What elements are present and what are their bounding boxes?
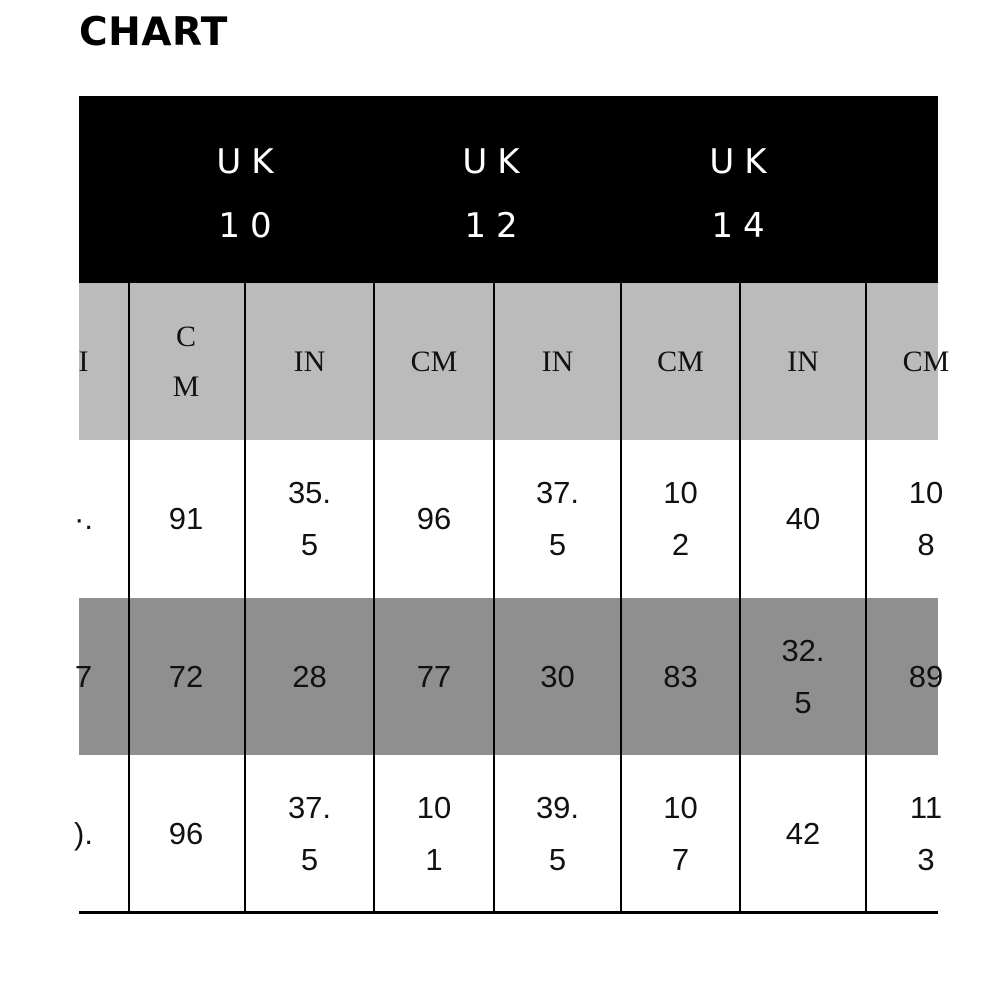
table-cell — [39, 755, 128, 912]
table-cell — [128, 755, 244, 912]
table-bottom-border — [79, 911, 938, 914]
size-header-row — [79, 96, 938, 283]
cell-text: 77 — [416, 658, 452, 694]
column-divider — [739, 283, 741, 912]
unit-cell — [128, 283, 244, 440]
table-cell — [374, 440, 494, 598]
table-cell — [128, 598, 244, 755]
cell-text: IN — [541, 344, 574, 378]
cell-text: ). — [74, 815, 93, 851]
table-cell — [494, 755, 621, 912]
table-cell — [866, 598, 986, 755]
cell-text: 96 — [168, 815, 204, 851]
table-cell — [866, 440, 986, 598]
column-divider — [865, 283, 867, 912]
table-cell — [494, 440, 621, 598]
unit-cell — [866, 283, 986, 440]
table-cell — [621, 755, 740, 912]
column-divider — [493, 283, 495, 912]
cell-text: 96 — [416, 501, 452, 536]
size-header-number: 14 — [711, 206, 775, 246]
table-cell — [128, 440, 244, 598]
table-cell — [39, 598, 128, 755]
cell-text: 37. 5 — [535, 475, 580, 562]
cell-text: 7 — [74, 658, 93, 694]
column-divider — [128, 283, 130, 912]
cell-text: I — [78, 344, 89, 378]
cell-text: CM — [410, 344, 458, 378]
table-cell — [621, 440, 740, 598]
table-cell — [740, 440, 866, 598]
size-header-uk10 — [185, 130, 315, 258]
cell-text: 11 3 — [909, 789, 943, 877]
cell-text: 83 — [663, 658, 698, 694]
size-header-uk14 — [678, 130, 808, 258]
cell-text: 37. 5 — [287, 789, 332, 877]
size-header-uk12 — [431, 130, 561, 258]
table-cell — [245, 440, 374, 598]
unit-cell — [39, 283, 128, 440]
table-row — [74, 440, 944, 598]
size-chart-table — [74, 96, 950, 914]
cell-text: 10 1 — [416, 789, 452, 877]
cell-text: 42 — [785, 815, 821, 851]
size-header-number: 10 — [218, 206, 282, 246]
size-header-region: UK — [462, 142, 530, 182]
cell-text: IN — [787, 344, 819, 378]
column-divider — [620, 283, 622, 912]
column-divider — [373, 283, 375, 912]
cell-text: 72 — [168, 658, 204, 694]
cell-text: CM — [657, 344, 704, 378]
cell-text: 91 — [168, 501, 204, 536]
table-cell — [374, 755, 494, 912]
table-cell — [740, 598, 866, 755]
cell-text: CM — [902, 344, 950, 378]
unit-cell — [374, 283, 494, 440]
unit-cell — [494, 283, 621, 440]
table-row — [74, 755, 943, 912]
cell-text: 28 — [292, 658, 327, 694]
cell-text: C M — [172, 319, 200, 403]
unit-cell — [621, 283, 740, 440]
cell-text: 10 7 — [663, 789, 698, 877]
cell-text: 10 2 — [663, 475, 698, 562]
unit-cell — [245, 283, 374, 440]
size-header-number: 12 — [464, 206, 528, 246]
column-divider — [244, 283, 246, 912]
table-cell — [39, 440, 128, 598]
table-row — [74, 598, 944, 755]
table-cell — [245, 598, 374, 755]
table-cell — [621, 598, 740, 755]
table-cell — [866, 755, 986, 912]
table-cell — [494, 598, 621, 755]
table-cell — [374, 598, 494, 755]
size-header-region: UK — [709, 142, 777, 182]
cell-text: 10 8 — [908, 475, 944, 562]
size-header-region: UK — [216, 142, 284, 182]
cell-text: 40 — [785, 501, 821, 536]
cell-text: IN — [293, 344, 326, 378]
unit-cell — [740, 283, 866, 440]
page-title: CHART — [79, 10, 228, 55]
cell-text: 32. 5 — [781, 632, 825, 720]
table-cell — [245, 755, 374, 912]
cell-text: 35. 5 — [287, 475, 332, 562]
cell-text: 30 — [540, 658, 575, 694]
table-cell — [740, 755, 866, 912]
cell-text: 89 — [908, 658, 944, 694]
units-row — [78, 283, 950, 440]
cell-text: ·. — [74, 501, 93, 536]
cell-text: 39. 5 — [535, 789, 580, 877]
